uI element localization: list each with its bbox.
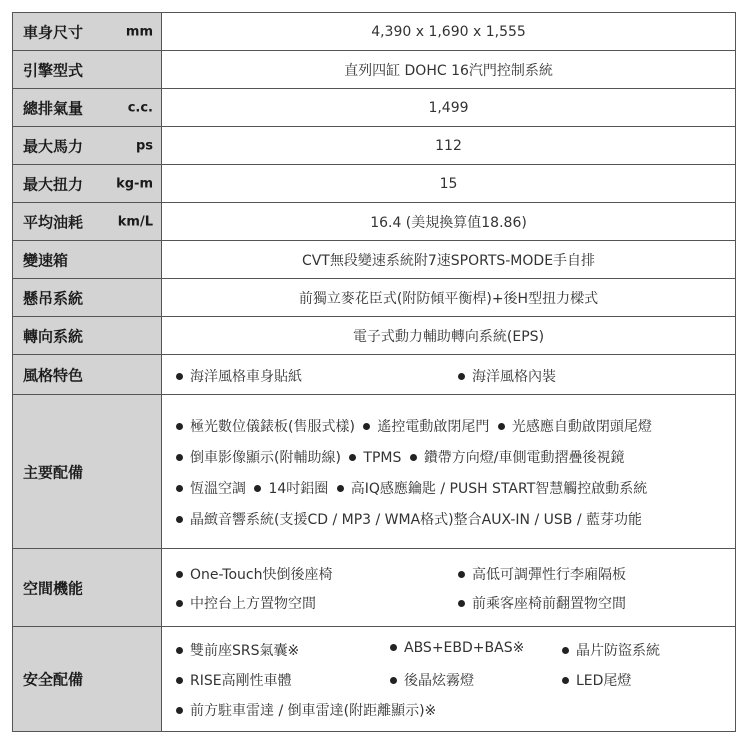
row-label: 變速箱 (23, 251, 69, 269)
list-line: 恆溫空調 14吋鋁圈 高IQ感應鑰匙 / PUSH START智慧觸控啟動系統 (176, 478, 647, 498)
row-label-cell (13, 279, 162, 316)
row-value-cell (162, 203, 735, 240)
bullet-icon (458, 373, 465, 380)
bullet-icon (176, 647, 183, 654)
bullet-icon (176, 454, 183, 461)
row-value: 電子式動力輔助轉向系統(EPS) (352, 328, 545, 345)
row-label-cell (13, 51, 162, 88)
row-label-cell (13, 549, 162, 626)
bullet-icon (562, 677, 569, 684)
row-unit: kg-m (116, 176, 153, 191)
row-value: CVT無段變速系統附7速SPORTS-MODE手自排 (301, 252, 596, 269)
row-value: 直列四缸 DOHC 16汽門控制系統 (344, 62, 553, 79)
spec-row-displacement (13, 89, 735, 127)
row-unit: km/L (117, 214, 153, 229)
row-label: 主要配備 (23, 463, 84, 481)
bullet-icon (498, 423, 505, 430)
list-line: 倒車影像顯示(附輔助線) TPMS 鑽帶方向燈/車側電動摺疊後視鏡 (176, 447, 625, 467)
bullet-icon (337, 485, 344, 492)
row-value-cell (162, 51, 735, 88)
row-unit: ps (135, 138, 153, 153)
bullet-icon (390, 644, 397, 651)
row-label: 風格特色 (23, 366, 84, 384)
row-value-cell (162, 549, 735, 626)
row-label: 轉向系統 (23, 327, 84, 345)
spec-row-dimensions (13, 13, 735, 51)
spec-row-max-power (13, 127, 735, 165)
row-label-cell (13, 127, 162, 164)
row-value-cell (162, 165, 735, 202)
list-item: 海洋風格車身貼紙 (176, 366, 302, 386)
spec-row-steering (13, 317, 735, 355)
row-label: 引擎型式 (23, 61, 84, 79)
row-label-cell (13, 241, 162, 278)
list-item: 前乘客座椅前翻置物空間 (458, 593, 626, 613)
list-item: 前方駐車雷達 / 倒車雷達(附距離顯示)※ (176, 700, 436, 720)
bullet-icon (458, 600, 465, 607)
bullet-icon (176, 423, 183, 430)
bullet-icon (349, 454, 356, 461)
list-item: 海洋風格內裝 (458, 366, 556, 386)
bullet-icon (176, 677, 183, 684)
row-value-cell (162, 627, 735, 731)
row-label-cell (13, 13, 162, 50)
bullet-icon (176, 707, 183, 714)
list-item: 晶片防盜系統 (562, 640, 660, 660)
row-label-cell (13, 355, 162, 394)
row-value: 1,499 (428, 99, 469, 116)
spec-row-main-equipment (13, 395, 735, 549)
row-value-cell (162, 395, 735, 548)
list-item: 中控台上方置物空間 (176, 593, 316, 613)
row-value-cell (162, 89, 735, 126)
bullet-icon (458, 571, 465, 578)
row-value-cell (162, 127, 735, 164)
row-label: 最大扭力 (23, 175, 84, 193)
spec-row-space (13, 549, 735, 627)
spec-row-fuel-economy (13, 203, 735, 241)
row-label: 總排氣量 (23, 99, 84, 117)
row-label-cell (13, 165, 162, 202)
row-value: 16.4 (美規換算值18.86) (370, 214, 527, 231)
row-label: 最大馬力 (23, 137, 84, 155)
list-item: 高低可調彈性行李廂隔板 (458, 564, 626, 584)
row-value: 前獨立麥花臣式(附防傾平衡桿)+後H型扭力樑式 (298, 290, 599, 307)
row-label: 車身尺寸 (23, 23, 84, 41)
list-item: 雙前座SRS氣囊※ (176, 640, 299, 660)
row-value: 4,390 x 1,690 x 1,555 (371, 23, 526, 40)
row-label: 平均油耗 (23, 213, 84, 231)
list-item: One-Touch快倒後座椅 (176, 564, 332, 584)
bullet-icon (176, 485, 183, 492)
bullet-icon (390, 677, 397, 684)
bullet-icon (176, 600, 183, 607)
list-line: 極光數位儀錶板(售服式樣) 遙控電動啟閉尾門 光感應自動啟閉頭尾燈 (176, 416, 652, 436)
bullet-icon (176, 373, 183, 380)
row-label-cell (13, 395, 162, 548)
row-value: 15 (439, 175, 458, 192)
spec-row-safety (13, 627, 735, 731)
bullet-icon (254, 485, 261, 492)
row-value-cell (162, 279, 735, 316)
row-label-cell (13, 627, 162, 731)
bullet-icon (363, 423, 370, 430)
row-value-cell (162, 355, 735, 394)
row-label: 懸吊系統 (23, 289, 84, 307)
bullet-icon (562, 647, 569, 654)
row-value-cell (162, 13, 735, 50)
row-label-cell (13, 317, 162, 354)
list-item: 後晶炫霧燈 (390, 670, 474, 690)
row-unit: mm (125, 24, 153, 39)
row-label-cell (13, 203, 162, 240)
row-label: 安全配備 (23, 670, 84, 689)
spec-row-style (13, 355, 735, 395)
list-line: 晶緻音響系統(支援CD / MP3 / WMA格式)整合AUX-IN / USB / 藍芽功能 (176, 509, 642, 529)
bullet-icon (176, 571, 183, 578)
bullet-icon (176, 516, 183, 523)
list-item: LED尾燈 (562, 670, 631, 690)
spec-row-max-torque (13, 165, 735, 203)
row-unit: c.c. (127, 100, 153, 115)
row-value-cell (162, 241, 735, 278)
spec-row-engine-type (13, 51, 735, 89)
list-item: ABS+EBD+BAS※ (390, 640, 524, 656)
row-value: 112 (435, 137, 462, 154)
row-label-cell (13, 89, 162, 126)
list-item: RISE高剛性車體 (176, 670, 292, 690)
row-value-cell (162, 317, 735, 354)
spec-row-transmission (13, 241, 735, 279)
spec-table (12, 12, 736, 732)
bullet-icon (410, 454, 417, 461)
row-label: 空間機能 (23, 579, 84, 597)
spec-row-suspension (13, 279, 735, 317)
